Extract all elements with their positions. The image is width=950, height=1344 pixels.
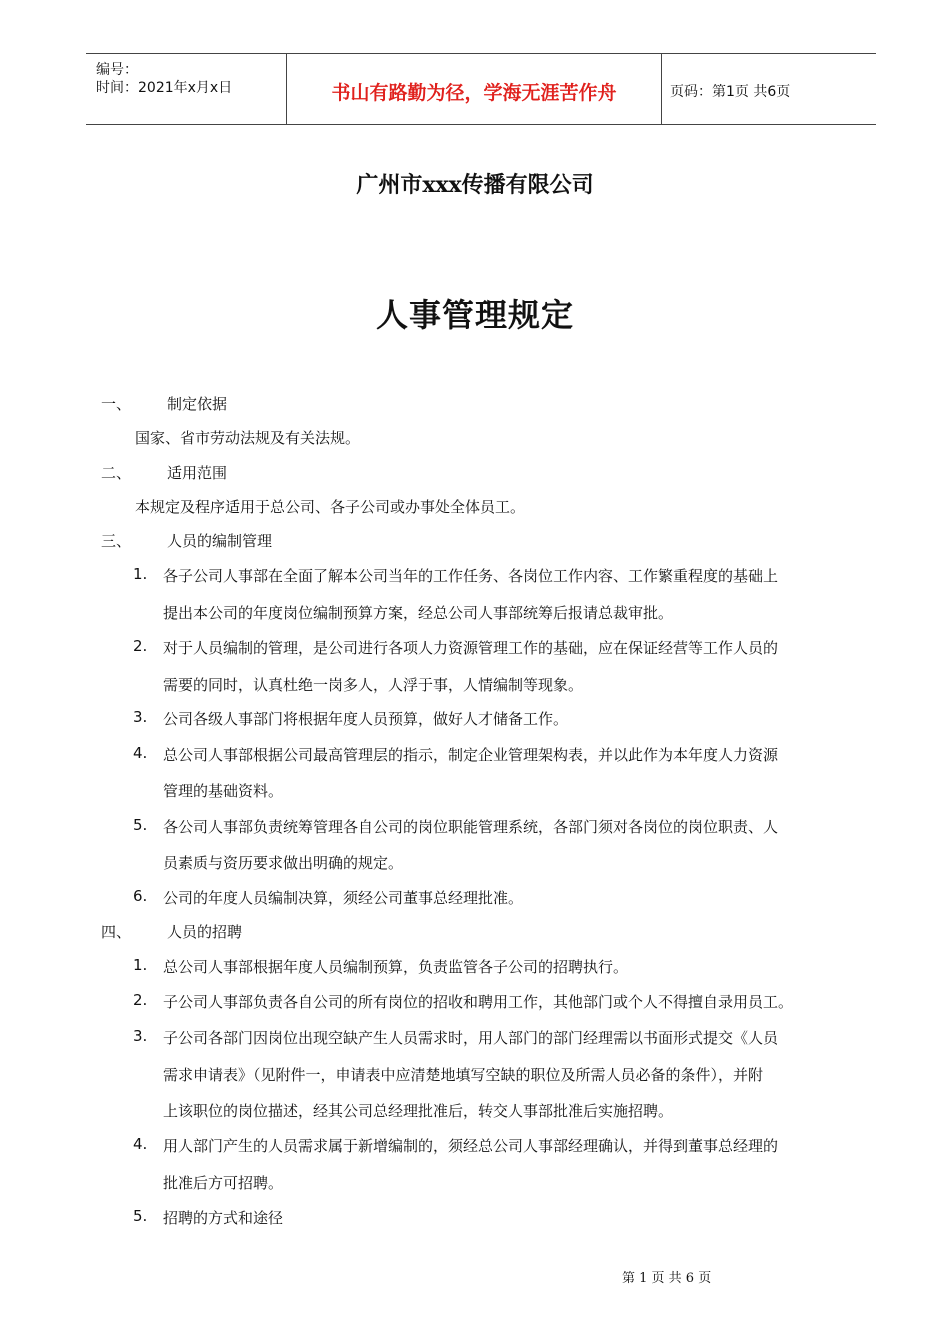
list-item-text: 子公司人事部负责各自公司的所有岗位的招收和聘用工作，其他部门或个人不得擅自录用员工。 [163, 993, 794, 1011]
header-page-number: 页码：第1页 共6页 [670, 84, 791, 100]
header-motto-cell [286, 54, 662, 124]
section-number: 四、 [101, 923, 132, 941]
section-title: 人员的招聘 [167, 923, 243, 941]
list-item-number: 4. [133, 744, 148, 762]
section-paragraph: 国家、省市劳动法规及有关法规。 [135, 429, 361, 447]
section-number: 三、 [101, 532, 132, 550]
list-item-number: 4. [133, 1135, 148, 1153]
list-item-text: 对于人员编制的管理，是公司进行各项人力资源管理工作的基础，应在保证经营等工作人员的 [163, 639, 779, 657]
header-page-cell [661, 54, 876, 124]
section-title: 适用范围 [167, 464, 228, 482]
list-item-text: 各公司人事部负责统筹管理各自公司的岗位职能管理系统，各部门须对各岗位的岗位职责、人 [163, 818, 779, 836]
list-item-text: 子公司各部门因岗位出现空缺产生人员需求时，用人部门的部门经理需以书面形式提交《人员 [163, 1029, 779, 1047]
page-footer: 第 1 页 共 6 页 [622, 1271, 712, 1286]
list-item-text: 总公司人事部根据年度人员编制预算，负责监管各子公司的招聘执行。 [163, 958, 629, 976]
list-item-number: 2. [133, 991, 148, 1009]
list-item-text: 员素质与资历要求做出明确的规定。 [163, 854, 404, 872]
section-number: 一、 [101, 395, 132, 413]
document-title: 人事管理规定 [375, 296, 574, 334]
list-item-text: 批准后方可招聘。 [163, 1174, 284, 1192]
list-item-text: 各子公司人事部在全面了解本公司当年的工作任务、各岗位工作内容、工作繁重程度的基础上 [163, 567, 779, 585]
list-item-text: 总公司人事部根据公司最高管理层的指示，制定企业管理架构表，并以此作为本年度人力资源 [163, 746, 779, 764]
list-item-text: 公司各级人事部门将根据年度人员预算，做好人才储备工作。 [163, 710, 569, 728]
document-header [86, 53, 876, 125]
company-name: 广州市xxx传播有限公司 [356, 172, 594, 198]
section-title: 制定依据 [167, 395, 228, 413]
list-item-text: 公司的年度人员编制决算，须经公司董事总经理批准。 [163, 889, 524, 907]
document-number-label: 编号： [96, 62, 138, 78]
list-item-number: 5. [133, 1207, 148, 1225]
header-motto: 书山有路勤为径，学海无涯苦作舟 [331, 82, 617, 104]
list-item-number: 6. [133, 887, 148, 905]
list-item-number: 5. [133, 816, 148, 834]
list-item-number: 3. [133, 1027, 148, 1045]
document-time-label: 时间：2021年x月x日 [96, 80, 233, 96]
list-item-text: 上该职位的岗位描述，经其公司总经理批准后，转交人事部批准后实施招聘。 [163, 1102, 674, 1120]
section-title: 人员的编制管理 [167, 532, 273, 550]
section-number: 二、 [101, 464, 132, 482]
list-item-number: 1. [133, 565, 148, 583]
header-left-cell [86, 54, 286, 124]
list-item-number: 3. [133, 708, 148, 726]
list-item-text: 用人部门产生的人员需求属于新增编制的，须经总公司人事部经理确认，并得到董事总经理的 [163, 1137, 779, 1155]
list-item-text: 提出本公司的年度岗位编制预算方案，经总公司人事部统筹后报请总裁审批。 [163, 604, 674, 622]
list-item-text: 需求申请表》（见附件一，申请表中应清楚地填写空缺的职位及所需人员必备的条件），并附 [163, 1066, 764, 1084]
list-item-text: 管理的基础资料。 [163, 782, 284, 800]
list-item-text: 招聘的方式和途径 [163, 1209, 284, 1227]
list-item-number: 1. [133, 956, 148, 974]
list-item-text: 需要的同时，认真杜绝一岗多人，人浮于事，人情编制等现象。 [163, 676, 584, 694]
list-item-number: 2. [133, 637, 148, 655]
section-paragraph: 本规定及程序适用于总公司、各子公司或办事处全体员工。 [135, 498, 526, 516]
